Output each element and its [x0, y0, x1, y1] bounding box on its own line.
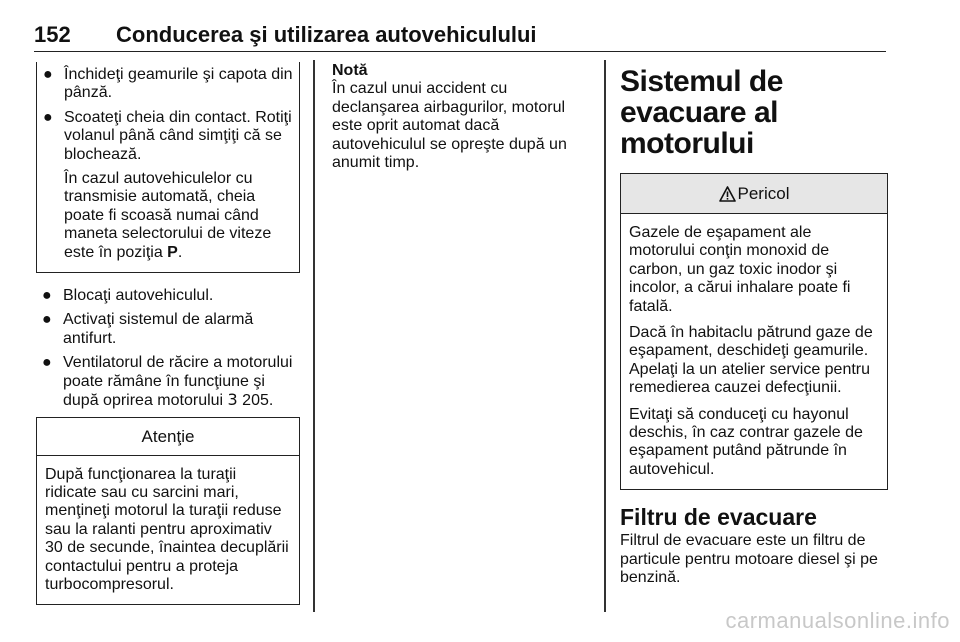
- list-item: [36, 354, 300, 410]
- bullet-icon: ●: [43, 66, 53, 83]
- bullet-icon: ●: [42, 287, 52, 305]
- exhaust-filter-text: Filtrul de evacuare este un filtru de particule pentru motoare diesel şi pe benzină.: [620, 532, 878, 587]
- subsection-heading: Filtru de evacuare: [620, 504, 817, 531]
- automatic-transmission-note: În cazul autovehiculelor cu transmisie automată, cheia poate fi scoasă numai când maneta selectorului de viteze este în poziţia P.: [64, 170, 272, 261]
- danger-paragraph: Gazele de eşapament ale motorului conţin monoxid de carbon, un gaz toxic inodor şi incolor, a cărui inhalare poate fi fatală.: [629, 224, 851, 315]
- note-text: În cazul unui accident cu declanşarea airbagurilor, motorul este oprit automat dacă autovehiculul se opreşte după un anumit timp.: [332, 80, 567, 172]
- attention-text: După funcţionarea la turaţii ridicate sau cu sarcini mari, menţineţi motorul la turaţii reduse sau la ralanti pentru aproximativ 30 de secunde, înaintea decuplării contactului pentru a proteja turbocompresorul.: [45, 465, 289, 593]
- bullet-icon: ●: [43, 108, 53, 126]
- list-item: [36, 311, 300, 348]
- list-item-text: Activaţi sistemul de alarmă antifurt.: [63, 311, 254, 347]
- danger-title: Pericol: [737, 184, 790, 203]
- column-2: [332, 62, 588, 172]
- list-item: [36, 287, 300, 305]
- list-item-text: Închideţi geamurile şi capota din pânză.: [64, 66, 293, 102]
- attention-box: [36, 417, 300, 606]
- watermark: carmanualsonline.info: [725, 608, 950, 633]
- attention-title: Atenţie: [37, 418, 299, 456]
- warning-icon: [719, 186, 736, 202]
- bullet-list: [36, 287, 300, 410]
- list-item-text: Blocaţi autovehiculul.: [63, 287, 214, 305]
- danger-box: [620, 173, 888, 490]
- page-number: 152: [34, 22, 71, 47]
- section-heading: Sistemul de evacuare al motorului: [620, 65, 783, 160]
- page-reference-link[interactable]: 3 205.: [227, 390, 274, 410]
- list-item-text: Ventilatorul de răcire a motorului poate rămâne în funcţiune şi după oprirea motorului: [63, 354, 293, 410]
- page-header: [34, 20, 886, 52]
- column-divider-2: [604, 60, 606, 612]
- reference-arrow-icon: 3: [227, 390, 238, 410]
- page-title: Conducerea şi utilizarea autovehiculului: [116, 22, 537, 47]
- list-item: [37, 109, 297, 164]
- list-item: [37, 66, 297, 103]
- list-item-text: Scoateţi cheia din contact. Rotiţi volanul până când simţiţi că se blochează.: [64, 108, 292, 163]
- bullet-icon: ●: [42, 354, 52, 372]
- danger-paragraph: Evitaţi să conduceţi cu hayonul deschis, în caz contrar gazele de eşapament putând pătrunde în autovehicul.: [629, 405, 863, 478]
- danger-title-bar: [621, 174, 887, 214]
- column-divider-1: [313, 60, 315, 612]
- danger-text: [621, 214, 887, 489]
- column-1: [36, 62, 300, 605]
- note-label: Notă: [332, 62, 368, 79]
- danger-paragraph: Dacă în habitaclu pătrund gaze de eşapament, deschideţi geamurile. Apelaţi la un atelier service pentru remedierea cauzei defecţiunii.: [629, 324, 873, 397]
- gear-position-p: P: [167, 243, 178, 261]
- column-3: [620, 62, 888, 588]
- continued-box: [36, 62, 300, 273]
- bullet-icon: ●: [42, 311, 52, 329]
